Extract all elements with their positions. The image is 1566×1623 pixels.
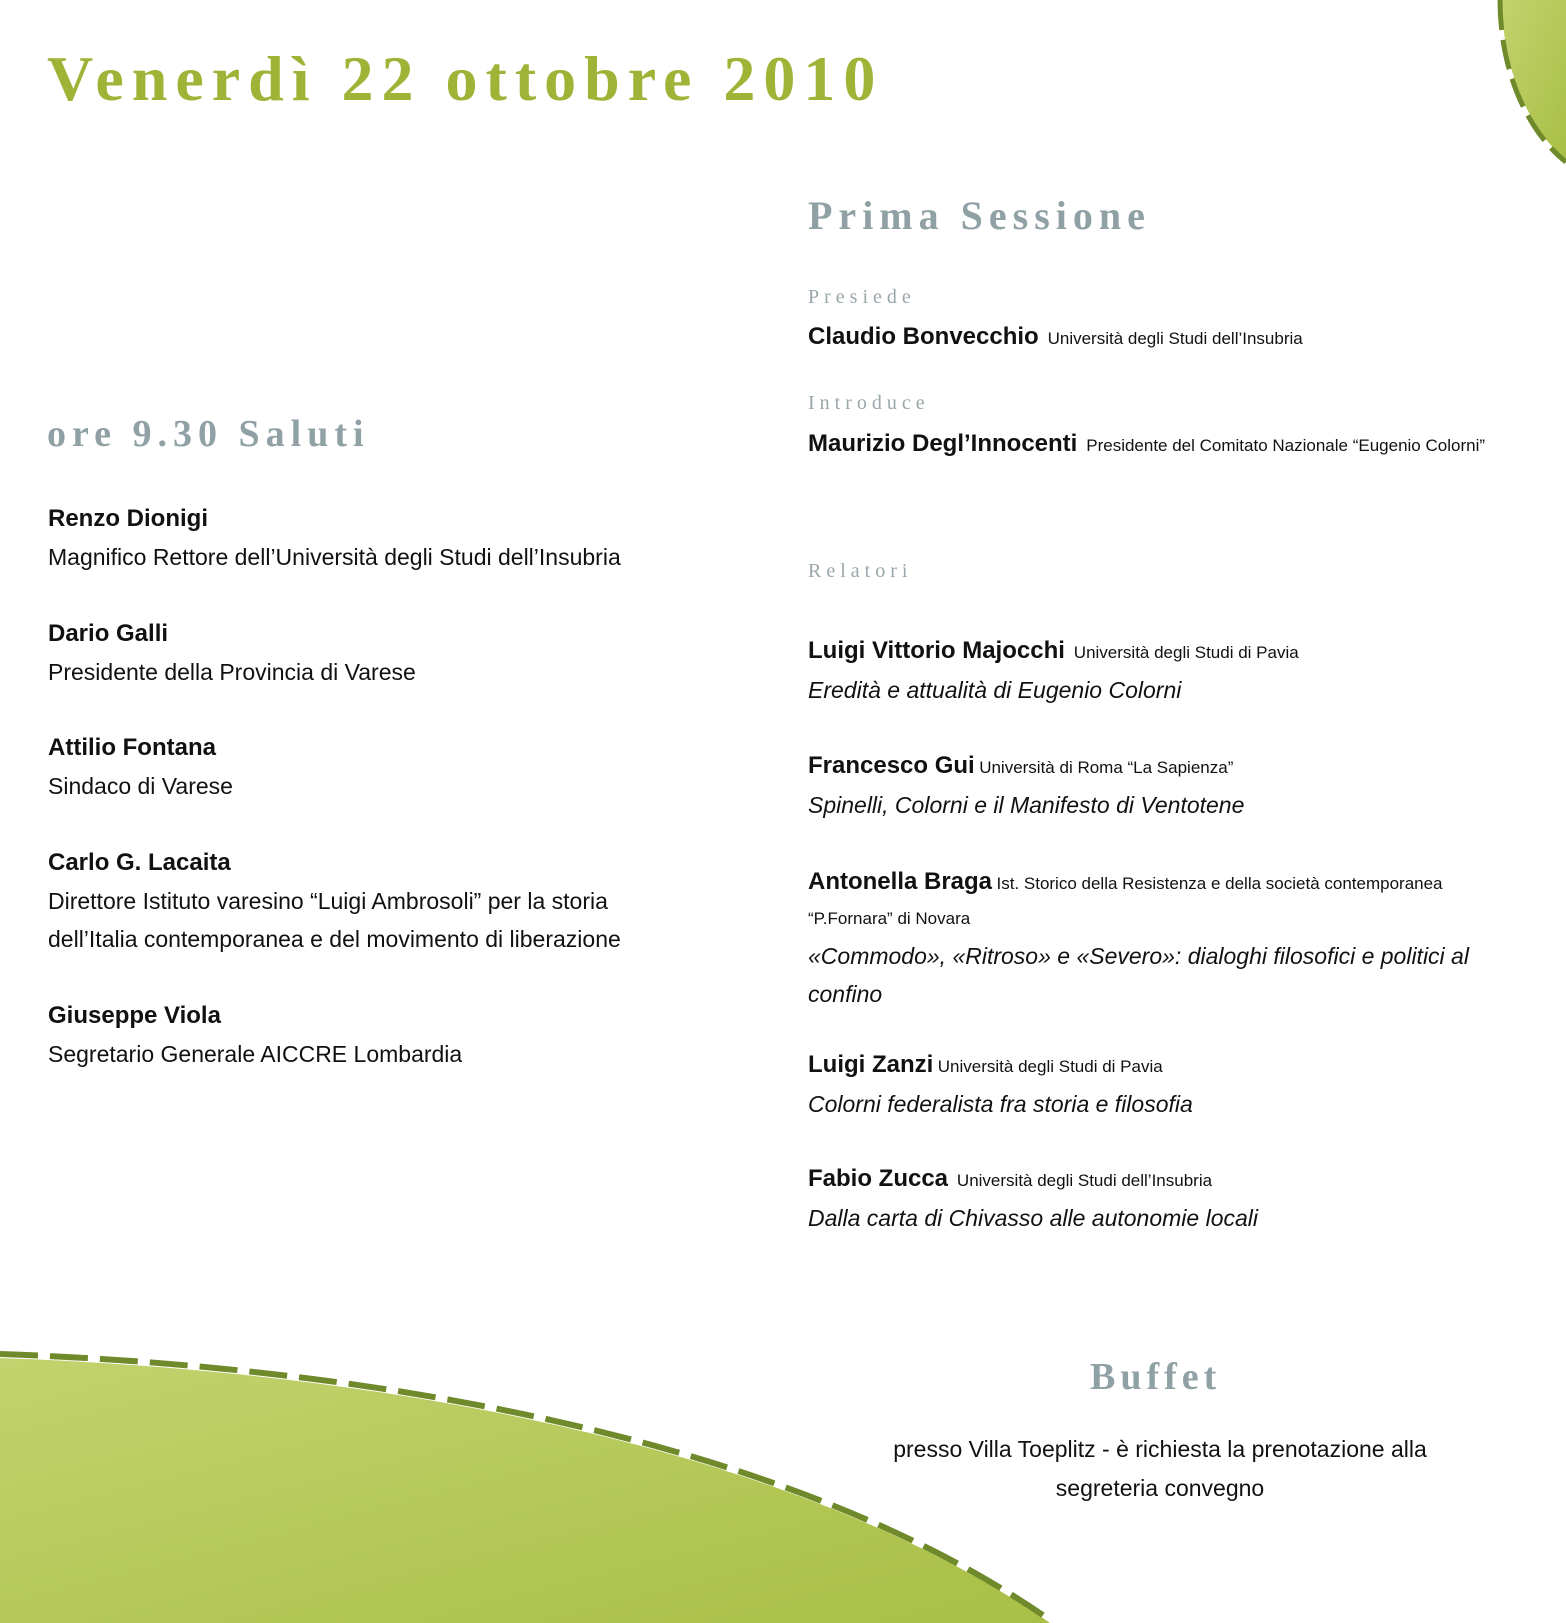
introducer-affiliation: Presidente del Comitato Nazionale “Eugenio Colorni”	[1086, 436, 1486, 455]
speaker-affiliation: Università di Roma “La Sapienza”	[979, 758, 1234, 777]
speaker-entry	[808, 865, 1513, 1013]
speaker-name: Francesco Gui	[808, 752, 975, 779]
speaker-role: Presidente della Provincia di Varese	[48, 659, 416, 685]
speaker-name: Renzo Dionigi	[48, 505, 208, 532]
introduce-label: Introduce	[808, 392, 930, 414]
introduce-entry	[808, 427, 1498, 464]
speaker-role: Direttore Istituto varesino “Luigi Ambrosoli” per la storia dell’Italia contemporanea e del movimento di liberazione	[48, 888, 621, 952]
relatori-label: Relatori	[808, 560, 913, 582]
presiede-entry	[808, 320, 1508, 357]
speaker-affiliation: Ist. Storico della Resistenza e della società contemporanea “P.Fornara” di Novara	[808, 874, 1443, 928]
saluti-item	[48, 844, 698, 958]
speaker-affiliation: Università degli Studi dell’Insubria	[956, 1171, 1213, 1190]
speaker-entry	[808, 634, 1508, 709]
talk-title: «Commodo», «Ritroso» e «Severo»: dialoghi filosofici e politici al confino	[808, 943, 1469, 1007]
speaker-name: Giuseppe Viola	[48, 1002, 221, 1029]
presiede-label: Presiede	[808, 286, 916, 308]
speaker-name: Luigi Zanzi	[808, 1051, 934, 1078]
saluti-item	[48, 615, 698, 691]
speaker-name: Fabio Zucca	[808, 1165, 949, 1192]
speaker-name: Luigi Vittorio Majocchi	[808, 637, 1065, 664]
talk-title: Eredità e attualità di Eugenio Colorni	[808, 677, 1182, 703]
speaker-name: Dario Galli	[48, 620, 169, 647]
speaker-name: Carlo G. Lacaita	[48, 849, 231, 876]
talk-title: Spinelli, Colorni e il Manifesto di Ventotene	[808, 792, 1245, 818]
speaker-name: Attilio Fontana	[48, 734, 216, 761]
saluti-item	[48, 500, 698, 576]
speaker-name: Antonella Braga	[808, 868, 993, 895]
speaker-entry	[808, 1162, 1508, 1237]
chair-affiliation: Università degli Studi dell’Insubria	[1047, 329, 1303, 348]
saluti-heading: ore 9.30 Saluti	[47, 413, 370, 455]
speaker-role: Sindaco di Varese	[48, 773, 233, 799]
buffet-heading: Buffet	[1090, 1356, 1222, 1398]
speaker-role: Segretario Generale AICCRE Lombardia	[48, 1041, 463, 1067]
speaker-affiliation: Università degli Studi di Pavia	[937, 1057, 1163, 1076]
speaker-entry	[808, 749, 1508, 824]
introducer-name: Maurizio Degl’Innocenti	[808, 430, 1078, 457]
chair-name: Claudio Bonvecchio	[808, 323, 1039, 350]
prima-sessione-heading: Prima Sessione	[808, 193, 1151, 238]
saluti-item	[48, 729, 698, 805]
talk-title: Colorni federalista fra storia e filosofia	[808, 1091, 1193, 1117]
speaker-affiliation: Università degli Studi di Pavia	[1073, 643, 1299, 662]
speaker-entry	[808, 1048, 1508, 1123]
speaker-role: Magnifico Rettore dell’Università degli Studi dell’Insubria	[48, 544, 621, 570]
page-title-date: Venerdì 22 ottobre 2010	[47, 43, 884, 114]
talk-title: Dalla carta di Chivasso alle autonomie locali	[808, 1205, 1259, 1231]
buffet-description: presso Villa Toeplitz - è richiesta la prenotazione alla segreteria convegno	[893, 1436, 1427, 1501]
saluti-item	[48, 997, 698, 1073]
